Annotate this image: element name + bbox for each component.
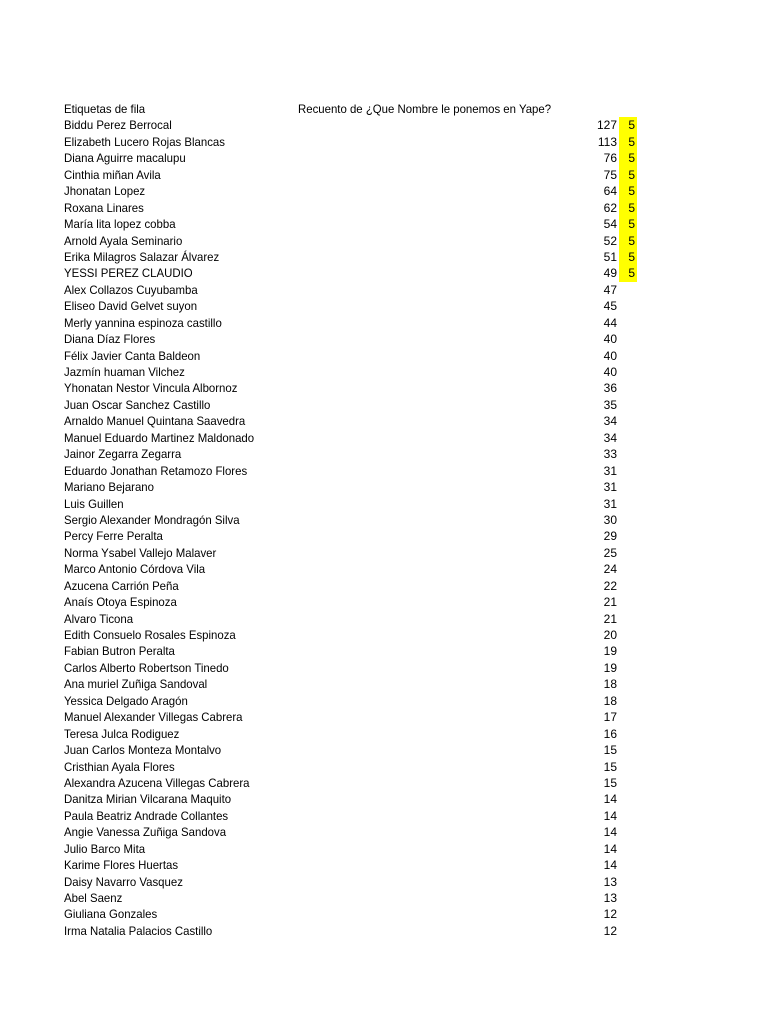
pivot-table	[0, 101, 768, 939]
row-count-cell[interactable]: 21	[603, 611, 617, 626]
row-count-cell[interactable]: 16	[603, 726, 617, 741]
row-count-cell[interactable]: 19	[603, 660, 617, 675]
row-name-cell[interactable]: Merly yannina espinoza castillo	[64, 315, 222, 330]
table-row	[0, 923, 768, 939]
highlighted-score-cell[interactable]: 5	[619, 249, 637, 265]
row-count-cell[interactable]: 13	[603, 874, 617, 889]
table-row	[0, 167, 768, 183]
highlighted-score-cell[interactable]: 5	[619, 134, 637, 150]
row-count-cell[interactable]: 14	[603, 792, 617, 807]
row-count-cell[interactable]: 31	[603, 480, 617, 495]
table-row	[0, 857, 768, 873]
highlighted-score-cell[interactable]: 5	[619, 233, 637, 249]
highlighted-score-cell[interactable]: 5	[619, 200, 637, 216]
row-count-cell[interactable]: 24	[603, 562, 617, 577]
table-row	[0, 496, 768, 512]
row-name-cell[interactable]: Yessica Delgado Aragón	[64, 693, 188, 708]
row-name-cell[interactable]: Carlos Alberto Robertson Tinedo	[64, 660, 229, 675]
table-row	[0, 528, 768, 544]
row-name-cell[interactable]: Cristhian Ayala Flores	[64, 759, 175, 774]
table-row	[0, 791, 768, 807]
table-row	[0, 808, 768, 824]
table-row	[0, 874, 768, 890]
row-count-cell[interactable]: 31	[603, 463, 617, 478]
row-count-cell[interactable]: 113	[597, 134, 617, 149]
row-name-cell[interactable]: Erika Milagros Salazar Álvarez	[64, 249, 220, 264]
row-count-cell[interactable]: 22	[603, 578, 617, 593]
table-row	[0, 824, 768, 840]
row-name-cell[interactable]: Cinthia miñan Avila	[64, 167, 161, 182]
row-count-cell[interactable]: 40	[603, 348, 617, 363]
row-count-cell[interactable]: 62	[603, 200, 617, 215]
row-name-cell[interactable]: Luis Guillen	[64, 496, 124, 511]
row-name-cell[interactable]: Arnaldo Manuel Quintana Saavedra	[64, 414, 246, 429]
table-row	[0, 216, 768, 232]
highlighted-score-cell[interactable]: 5	[619, 117, 637, 133]
table-row	[0, 676, 768, 692]
row-name-cell[interactable]: Mariano Bejarano	[64, 480, 154, 495]
row-count-cell[interactable]: 14	[603, 808, 617, 823]
row-name-cell[interactable]: Azucena Carrión Peña	[64, 578, 179, 593]
row-name-cell[interactable]: Manuel Eduardo Martinez Maldonado	[64, 430, 255, 445]
row-count-cell[interactable]: 127	[596, 118, 617, 133]
row-count-cell[interactable]: 44	[603, 315, 617, 330]
table-row	[0, 380, 768, 396]
row-count-cell[interactable]: 20	[603, 628, 617, 642]
row-name-cell[interactable]: Alex Collazos Cuyubamba	[64, 282, 198, 297]
row-count-cell[interactable]: 15	[603, 759, 617, 774]
row-name-cell[interactable]: Roxana Linares	[64, 200, 144, 215]
table-row	[0, 709, 768, 725]
row-count-cell[interactable]: 19	[603, 644, 617, 659]
row-count-cell[interactable]: 17	[603, 710, 617, 725]
row-name-cell[interactable]: Elizabeth Lucero Rojas Blancas	[64, 134, 225, 149]
table-row	[0, 315, 768, 331]
row-name-cell[interactable]: Jhonatan Lopez	[64, 184, 146, 199]
table-row	[0, 249, 768, 265]
table-row	[0, 183, 768, 199]
row-name-cell[interactable]: Teresa Julca Rodiguez	[64, 726, 180, 741]
highlighted-score-cell[interactable]: 5	[619, 167, 637, 183]
table-row	[0, 643, 768, 659]
table-row	[0, 200, 768, 216]
highlighted-score-cell[interactable]: 5	[619, 216, 637, 232]
row-name-cell[interactable]: Karime Flores Huertas	[64, 858, 179, 873]
table-row	[0, 479, 768, 495]
pivot-rows	[0, 117, 768, 939]
row-name-cell[interactable]: Alexandra Azucena Villegas Cabrera	[64, 775, 250, 790]
table-row	[0, 775, 768, 791]
row-count-cell[interactable]: 25	[603, 545, 617, 560]
row-name-cell[interactable]: Jazmín huaman Vilchez	[64, 365, 185, 379]
row-count-cell[interactable]: 34	[603, 414, 617, 429]
row-name-cell[interactable]: Arnold Ayala Seminario	[64, 233, 183, 248]
table-row	[0, 134, 768, 150]
row-name-cell[interactable]: Alvaro Ticona	[64, 611, 134, 626]
table-row	[0, 726, 768, 742]
row-name-cell[interactable]: Manuel Alexander Villegas Cabrera	[64, 710, 243, 725]
row-count-cell[interactable]: 34	[603, 430, 617, 445]
row-name-cell[interactable]: Eliseo David Gelvet suyon	[64, 299, 198, 314]
row-count-cell[interactable]: 47	[603, 282, 617, 297]
row-count-cell[interactable]: 49	[603, 266, 617, 281]
table-row	[0, 545, 768, 561]
table-row	[0, 759, 768, 775]
table-row	[0, 150, 768, 166]
row-name-cell[interactable]: Yhonatan Nestor Vincula Albornoz	[64, 381, 238, 396]
row-name-cell[interactable]: Daisy Navarro Vasquez	[64, 874, 183, 889]
row-count-cell[interactable]: 21	[603, 595, 617, 610]
table-row	[0, 397, 768, 413]
table-row	[0, 298, 768, 314]
table-row	[0, 348, 768, 364]
row-name-cell[interactable]: Biddu Perez Berrocal	[64, 118, 172, 133]
row-count-cell[interactable]: 40	[603, 332, 617, 347]
row-count-cell[interactable]: 12	[603, 907, 617, 922]
row-count-cell[interactable]: 54	[603, 217, 617, 232]
row-name-cell[interactable]: Juan Carlos Monteza Montalvo	[64, 743, 222, 758]
row-name-cell[interactable]: Eduardo Jonathan Retamozo Flores	[64, 463, 248, 478]
row-name-cell[interactable]: Danitza Mirian Vilcarana Maquito	[64, 792, 232, 807]
row-count-cell[interactable]: 14	[603, 841, 617, 856]
table-row	[0, 446, 768, 462]
table-row	[0, 594, 768, 610]
row-name-cell[interactable]: Paula Beatriz Andrade Collantes	[64, 808, 229, 823]
row-name-cell[interactable]: María lita lopez cobba	[64, 217, 176, 232]
row-name-cell[interactable]: Angie Vanessa Zuñiga Sandova	[64, 825, 227, 840]
row-count-cell[interactable]: 33	[603, 447, 617, 462]
count-column-header[interactable]: Recuento de ¿Que Nombre le ponemos en Yape?	[298, 102, 552, 116]
table-row	[0, 742, 768, 758]
row-name-cell[interactable]: Norma Ysabel Vallejo Malaver	[64, 545, 217, 560]
row-count-cell[interactable]: 35	[603, 397, 617, 412]
row-name-cell[interactable]: Diana Díaz Flores	[64, 332, 156, 347]
row-count-cell[interactable]: 13	[603, 891, 617, 905]
table-row	[0, 611, 768, 627]
row-count-cell[interactable]: 75	[603, 167, 617, 182]
row-name-cell[interactable]: Edith Consuelo Rosales Espinoza	[64, 628, 236, 642]
table-row	[0, 331, 768, 347]
row-count-cell[interactable]: 18	[603, 693, 617, 708]
row-count-cell[interactable]: 18	[603, 677, 617, 692]
table-row	[0, 463, 768, 479]
row-count-cell[interactable]: 51	[603, 249, 617, 264]
pivot-header-row	[0, 101, 768, 117]
table-row	[0, 117, 768, 133]
table-row	[0, 693, 768, 709]
row-count-cell[interactable]: 40	[603, 365, 617, 379]
row-count-cell[interactable]: 30	[603, 512, 617, 527]
row-count-cell[interactable]: 15	[603, 775, 617, 790]
table-row	[0, 265, 768, 281]
row-count-cell[interactable]: 31	[603, 496, 617, 511]
table-row	[0, 627, 768, 643]
highlighted-score-cell[interactable]: 5	[619, 183, 637, 199]
row-name-cell[interactable]: Irma Natalia Palacios Castillo	[64, 923, 213, 938]
row-count-cell[interactable]: 45	[603, 299, 617, 314]
row-name-cell[interactable]: Félix Javier Canta Baldeon	[64, 348, 201, 363]
row-name-cell[interactable]: Abel Saenz	[64, 891, 123, 905]
row-name-cell[interactable]: Anaís Otoya Espinoza	[64, 595, 177, 610]
row-count-cell[interactable]: 29	[603, 529, 617, 544]
row-count-cell[interactable]: 52	[603, 233, 617, 248]
row-name-cell[interactable]: Diana Aguirre macalupu	[64, 151, 186, 166]
row-name-cell[interactable]: Sergio Alexander Mondragón Silva	[64, 512, 240, 527]
table-row	[0, 512, 768, 528]
row-name-cell[interactable]: Jainor Zegarra Zegarra	[64, 447, 182, 462]
row-count-cell[interactable]: 36	[603, 381, 617, 396]
table-row	[0, 233, 768, 249]
table-row	[0, 364, 768, 380]
highlighted-score-cell[interactable]: 5	[619, 265, 637, 281]
row-name-cell[interactable]: Ana muriel Zuñiga Sandoval	[64, 677, 208, 692]
row-count-cell[interactable]: 64	[603, 184, 617, 199]
row-labels-header[interactable]: Etiquetas de fila	[64, 102, 146, 116]
row-name-cell[interactable]: Juan Oscar Sanchez Castillo	[64, 397, 211, 412]
highlighted-score-cell[interactable]: 5	[619, 150, 637, 166]
row-count-cell[interactable]: 14	[603, 825, 617, 840]
table-row	[0, 413, 768, 429]
row-count-cell[interactable]: 15	[603, 743, 617, 758]
row-name-cell[interactable]: Marco Antonio Córdova Vila	[64, 562, 206, 577]
table-row	[0, 906, 768, 922]
row-count-cell[interactable]: 76	[603, 151, 617, 166]
row-name-cell[interactable]: YESSI PEREZ CLAUDIO	[64, 266, 193, 281]
row-count-cell[interactable]: 14	[603, 858, 617, 873]
table-row	[0, 430, 768, 446]
table-row	[0, 578, 768, 594]
table-row	[0, 660, 768, 676]
row-count-cell[interactable]: 12	[603, 923, 617, 938]
table-row	[0, 890, 768, 906]
row-name-cell[interactable]: Giuliana Gonzales	[64, 907, 158, 922]
table-row	[0, 282, 768, 298]
table-row	[0, 841, 768, 857]
row-name-cell[interactable]: Julio Barco Mita	[64, 841, 146, 856]
row-name-cell[interactable]: Fabian Butron Peralta	[64, 644, 175, 659]
row-name-cell[interactable]: Percy Ferre Peralta	[64, 529, 163, 544]
table-row	[0, 561, 768, 577]
